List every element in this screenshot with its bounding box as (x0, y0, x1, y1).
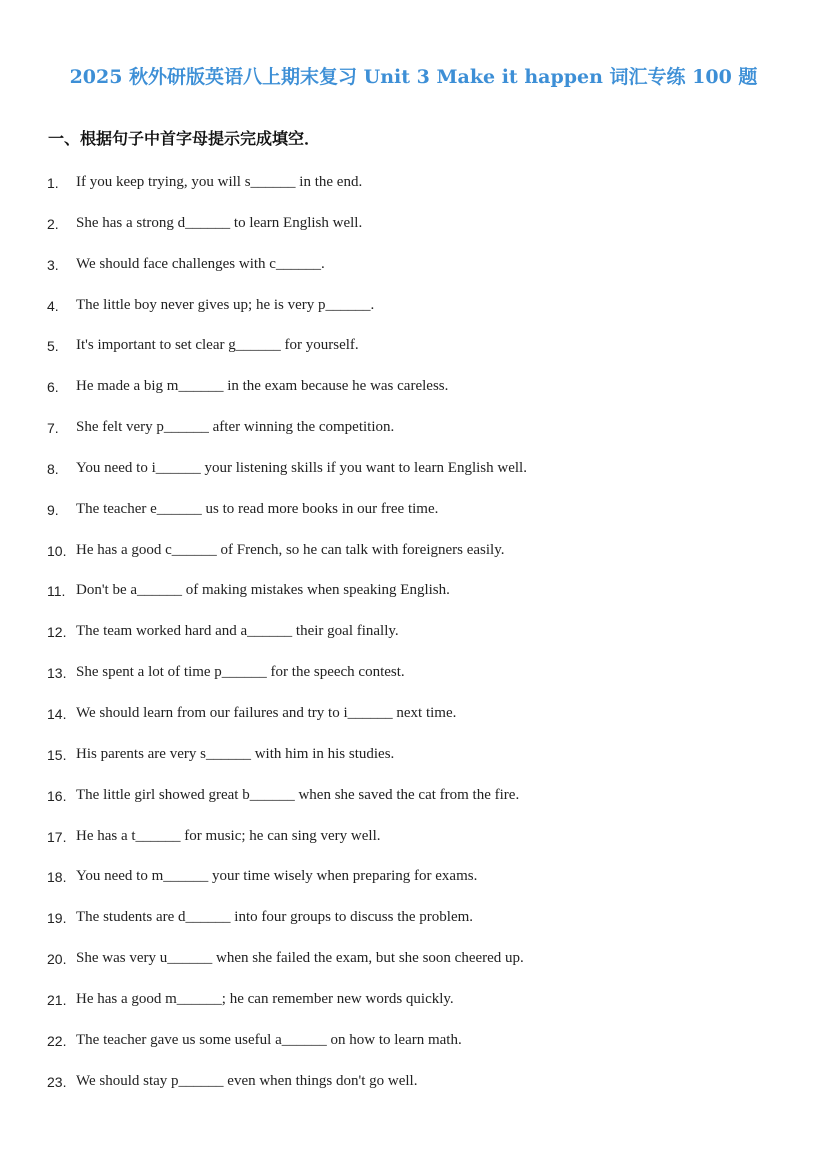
question-number: 16. (47, 787, 67, 804)
question-item (47, 582, 787, 623)
question-number: 8. (47, 460, 59, 477)
question-number: 13. (47, 665, 67, 682)
question-item (47, 215, 787, 256)
question-text: Don't be a______ of making mistakes when speaking English. (76, 582, 450, 599)
document-title: 2025 秋外研版英语八上期末复习 Unit 3 Make it happen 词汇专练 100 题 (69, 66, 758, 88)
question-text: You need to i______ your listening skills if you want to learn English well. (76, 459, 527, 476)
question-text: The team worked hard and a______ their goal finally. (76, 623, 399, 640)
question-number: 6. (47, 379, 59, 396)
question-number: 22. (47, 1032, 67, 1049)
question-number: 2. (47, 215, 59, 232)
question-text: She was very u______ when she failed the exam, but she soon cheered up. (76, 950, 524, 967)
question-text: She spent a lot of time p______ for the speech contest. (76, 664, 405, 681)
question-item (47, 950, 787, 991)
question-number: 23. (47, 1073, 67, 1090)
question-item (47, 705, 787, 746)
question-text: The little boy never gives up; he is very p______. (76, 296, 375, 313)
question-number: 10. (47, 542, 67, 559)
question-text: The students are d______ into four groups to discuss the problem. (76, 909, 474, 926)
question-number: 4. (47, 297, 59, 314)
question-item (47, 419, 787, 460)
question-item (47, 787, 787, 828)
question-text: His parents are very s______ with him in his studies. (76, 745, 395, 762)
question-number: 19. (47, 910, 67, 927)
question-text: We should face challenges with c______. (76, 255, 325, 272)
question-text: She felt very p______ after winning the competition. (76, 419, 395, 436)
question-item (47, 909, 787, 950)
question-text: She has a strong d______ to learn English well. (76, 214, 363, 231)
question-item (47, 297, 787, 338)
question-item (47, 174, 787, 215)
question-item (47, 991, 787, 1032)
question-item (47, 460, 787, 501)
question-text: He has a good m______; he can remember new words quickly. (76, 990, 454, 1007)
question-item (47, 378, 787, 419)
question-text: The teacher gave us some useful a______ on how to learn math. (76, 1031, 462, 1048)
question-number: 12. (47, 624, 67, 641)
section-heading: 一、根据句子中首字母提示完成填空． (48, 129, 321, 148)
question-item (47, 868, 787, 909)
question-item (47, 337, 787, 378)
question-item (47, 542, 787, 583)
question-text: He has a good c______ of French, so he can talk with foreigners easily. (76, 541, 505, 558)
question-number: 15. (47, 746, 67, 763)
question-text: The teacher e______ us to read more books in our free time. (76, 500, 439, 517)
question-item (47, 828, 787, 869)
question-item (47, 623, 787, 664)
question-number: 5. (47, 338, 59, 355)
question-item (47, 501, 787, 542)
question-number: 3. (47, 256, 59, 273)
question-text: The little girl showed great b______ when she saved the cat from the fire. (76, 786, 520, 803)
question-item (47, 746, 787, 787)
question-number: 20. (47, 951, 67, 968)
question-item (47, 1032, 787, 1073)
question-text: If you keep trying, you will s______ in the end. (76, 174, 363, 190)
question-list (47, 174, 787, 1113)
question-number: 18. (47, 869, 67, 886)
question-text: It's important to set clear g______ for yourself. (76, 337, 359, 354)
question-number: 11. (47, 583, 66, 600)
question-number: 14. (47, 705, 67, 722)
question-text: We should learn from our failures and try to i______ next time. (76, 704, 457, 721)
question-item (47, 1073, 787, 1114)
question-number: 1. (47, 175, 59, 191)
question-number: 9. (47, 501, 59, 518)
question-item (47, 256, 787, 297)
question-text: We should stay p______ even when things don't go well. (76, 1072, 418, 1089)
question-text: You need to m______ your time wisely when preparing for exams. (76, 868, 478, 885)
question-text: He has a t______ for music; he can sing very well. (76, 827, 381, 844)
question-item (47, 664, 787, 705)
question-number: 7. (47, 420, 59, 437)
question-text: He made a big m______ in the exam because he was careless. (76, 378, 449, 395)
question-number: 21. (47, 991, 67, 1008)
question-number: 17. (47, 828, 67, 845)
